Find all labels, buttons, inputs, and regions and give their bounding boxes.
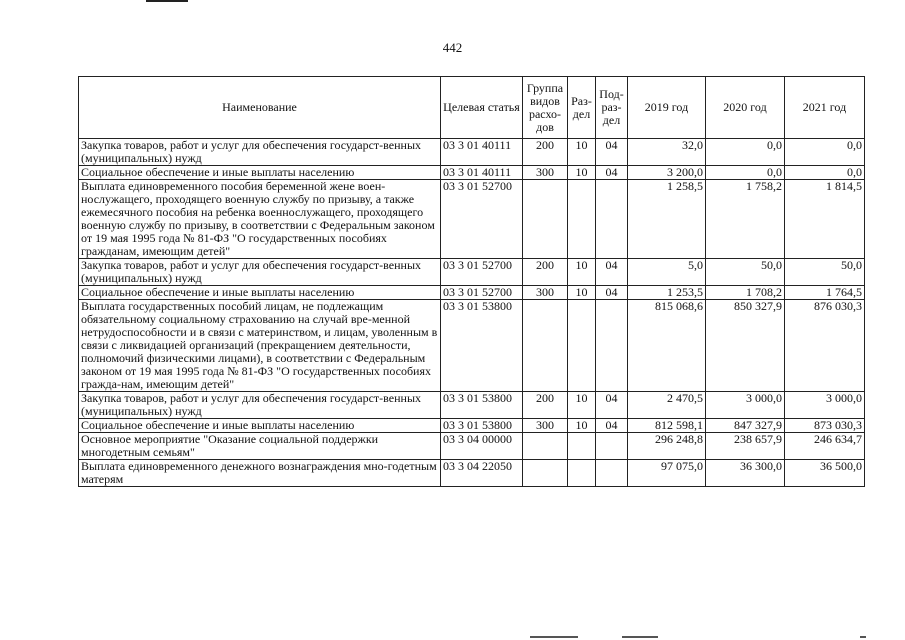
cell-target: 03 3 01 53800 <box>441 419 523 433</box>
cell-target: 03 3 04 22050 <box>441 460 523 487</box>
cell-2019: 97 075,0 <box>628 460 706 487</box>
cell-subsection <box>596 460 628 487</box>
cell-group <box>523 180 568 259</box>
cell-section: 10 <box>568 259 596 286</box>
table-row <box>79 139 865 166</box>
cell-section: 10 <box>568 286 596 300</box>
table-row <box>79 300 865 392</box>
cell-group: 200 <box>523 259 568 286</box>
cell-name: Закупка товаров, работ и услуг для обеспечения государст-венных (муниципальных) нужд <box>79 139 441 166</box>
table-row <box>79 180 865 259</box>
cell-target: 03 3 04 00000 <box>441 433 523 460</box>
cell-2020: 1 758,2 <box>706 180 785 259</box>
header-2020: 2020 год <box>706 77 785 139</box>
cell-2021: 0,0 <box>785 139 865 166</box>
cell-section <box>568 433 596 460</box>
cell-subsection <box>596 180 628 259</box>
table-row <box>79 460 865 487</box>
cell-2021: 0,0 <box>785 166 865 180</box>
cell-section: 10 <box>568 419 596 433</box>
cell-name: Основное мероприятие "Оказание социальной поддержки многодетным семьям" <box>79 433 441 460</box>
bottom-scan-marks <box>530 636 870 640</box>
cell-2020: 850 327,9 <box>706 300 785 392</box>
cell-2020: 1 708,2 <box>706 286 785 300</box>
cell-section: 10 <box>568 166 596 180</box>
cell-group <box>523 300 568 392</box>
header-group: Группа видов расхо-дов <box>523 77 568 139</box>
cell-2019: 812 598,1 <box>628 419 706 433</box>
cell-2021: 246 634,7 <box>785 433 865 460</box>
cell-group <box>523 433 568 460</box>
cell-2019: 296 248,8 <box>628 433 706 460</box>
cell-subsection <box>596 300 628 392</box>
header-row <box>79 77 865 139</box>
page-number: 442 <box>442 40 463 55</box>
cell-section: 10 <box>568 139 596 166</box>
cell-section: 10 <box>568 392 596 419</box>
cell-section <box>568 460 596 487</box>
cell-2021: 36 500,0 <box>785 460 865 487</box>
cell-target: 03 3 01 40111 <box>441 166 523 180</box>
cell-group: 200 <box>523 392 568 419</box>
cell-name: Выплата государственных пособий лицам, не подлежащим обязательному социальному страхованию на случай вре-менной нетрудоспособности и в связи с материнством, и лицам, уволенным в связи с ликвидацией организаций (прекращением деятельности, полномочий физическими лицами), в соответствии с Федеральным законом от 19 мая 1995 года № 81-ФЗ "О государственных пособиях гражда-нам, имеющим детей" <box>79 300 441 392</box>
header-2021: 2021 год <box>785 77 865 139</box>
cell-2020: 3 000,0 <box>706 392 785 419</box>
cell-2019: 815 068,6 <box>628 300 706 392</box>
cell-subsection <box>596 433 628 460</box>
cell-target: 03 3 01 52700 <box>441 180 523 259</box>
cell-2021: 50,0 <box>785 259 865 286</box>
cell-section <box>568 300 596 392</box>
header-subsection: Под-раз-дел <box>596 77 628 139</box>
cell-subsection: 04 <box>596 286 628 300</box>
cell-name: Закупка товаров, работ и услуг для обеспечения государст-венных (муниципальных) нужд <box>79 392 441 419</box>
cell-target: 03 3 01 40111 <box>441 139 523 166</box>
header-name: Наименование <box>79 77 441 139</box>
cell-subsection: 04 <box>596 259 628 286</box>
cell-2019: 2 470,5 <box>628 392 706 419</box>
cell-2020: 847 327,9 <box>706 419 785 433</box>
cell-section <box>568 180 596 259</box>
header-2019: 2019 год <box>628 77 706 139</box>
cell-2021: 3 000,0 <box>785 392 865 419</box>
cell-2020: 36 300,0 <box>706 460 785 487</box>
cell-2021: 873 030,3 <box>785 419 865 433</box>
cell-2020: 0,0 <box>706 139 785 166</box>
table-row <box>79 392 865 419</box>
cell-2021: 1 764,5 <box>785 286 865 300</box>
header-target: Целевая статья <box>441 77 523 139</box>
cell-2021: 876 030,3 <box>785 300 865 392</box>
table-row <box>79 286 865 300</box>
cell-subsection: 04 <box>596 392 628 419</box>
cell-2020: 238 657,9 <box>706 433 785 460</box>
cell-group: 300 <box>523 286 568 300</box>
cell-2019: 1 258,5 <box>628 180 706 259</box>
cell-target: 03 3 01 52700 <box>441 286 523 300</box>
cell-name: Социальное обеспечение и иные выплаты населению <box>79 286 441 300</box>
cell-group <box>523 460 568 487</box>
table-row <box>79 419 865 433</box>
cell-subsection: 04 <box>596 139 628 166</box>
cell-target: 03 3 01 53800 <box>441 392 523 419</box>
cell-2019: 32,0 <box>628 139 706 166</box>
cell-group: 300 <box>523 166 568 180</box>
cell-2020: 50,0 <box>706 259 785 286</box>
cell-target: 03 3 01 53800 <box>441 300 523 392</box>
top-mark <box>146 0 188 2</box>
cell-2020: 0,0 <box>706 166 785 180</box>
cell-subsection: 04 <box>596 419 628 433</box>
header-section: Раз-дел <box>568 77 596 139</box>
cell-2019: 3 200,0 <box>628 166 706 180</box>
cell-name: Закупка товаров, работ и услуг для обеспечения государст-венных (муниципальных) нужд <box>79 259 441 286</box>
cell-2021: 1 814,5 <box>785 180 865 259</box>
cell-subsection: 04 <box>596 166 628 180</box>
cell-group: 300 <box>523 419 568 433</box>
cell-2019: 1 253,5 <box>628 286 706 300</box>
table-row <box>79 433 865 460</box>
cell-2019: 5,0 <box>628 259 706 286</box>
cell-group: 200 <box>523 139 568 166</box>
cell-name: Выплата единовременного пособия беременной жене воен-нослужащего, проходящего военную службу по призыву, а также ежемесячного пособия на ребенка военнослужащего, проходящего военную службу по призыву, в соответствии с Федеральным законом от 19 мая 1995 года № 81-ФЗ "О государственных пособиях гражданам, имеющим детей" <box>79 180 441 259</box>
cell-name: Выплата единовременного денежного вознаграждения мно-годетным матерям <box>79 460 441 487</box>
budget-table <box>78 76 865 487</box>
table-row <box>79 259 865 286</box>
cell-name: Социальное обеспечение и иные выплаты населению <box>79 166 441 180</box>
table-row <box>79 166 865 180</box>
cell-target: 03 3 01 52700 <box>441 259 523 286</box>
cell-name: Социальное обеспечение и иные выплаты населению <box>79 419 441 433</box>
